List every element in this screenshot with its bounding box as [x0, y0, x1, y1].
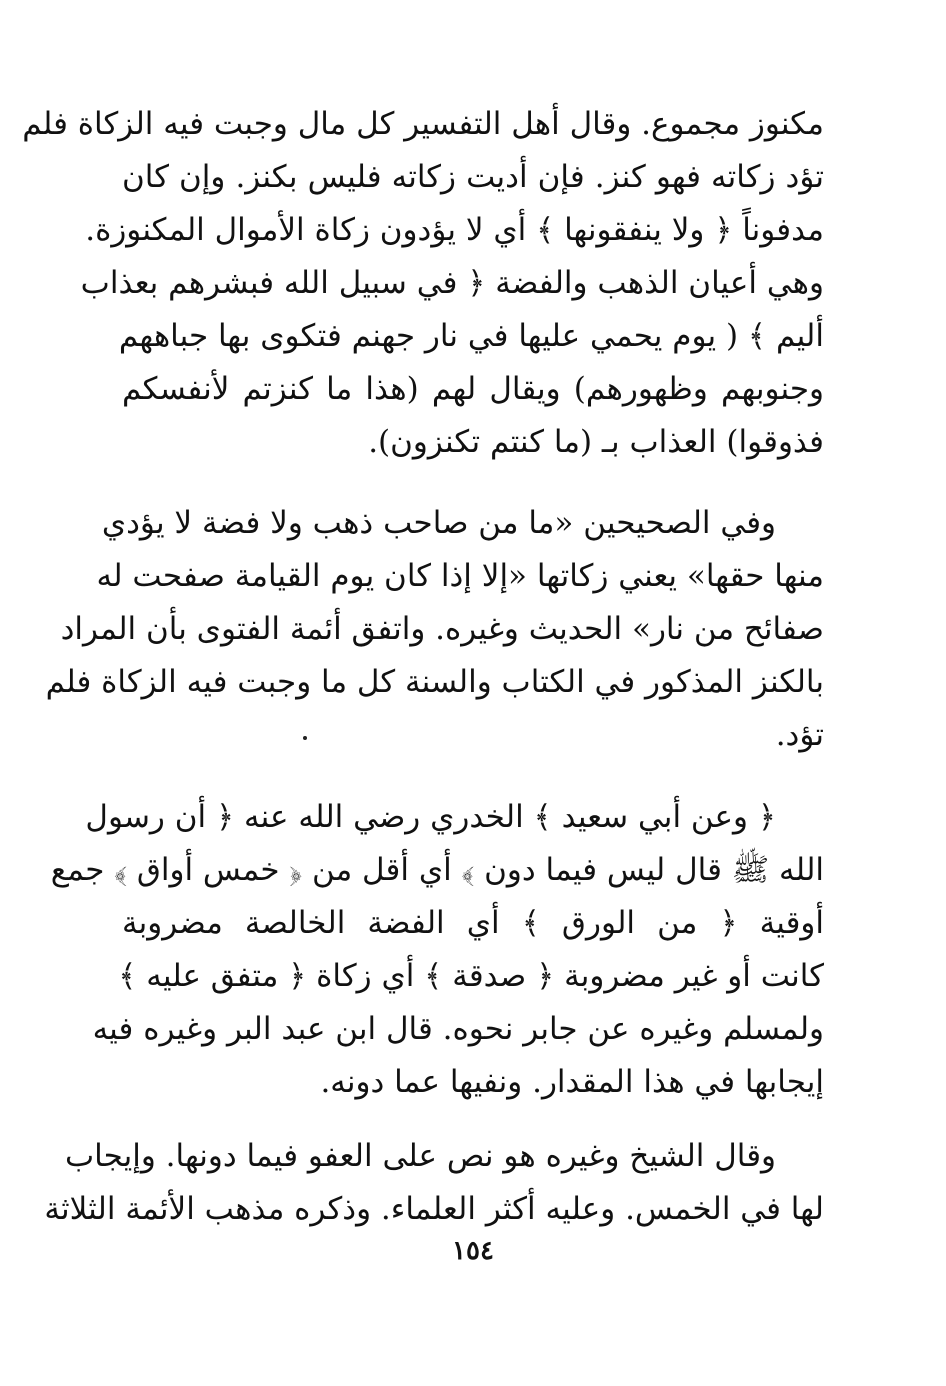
text-line: الله ﷺ قال ليس فيما دون ﴾ أي أقل من ﴿ خمس أواق ﴾ جمع [50, 852, 824, 888]
text-line: منها حقها» يعني زكاتها «إلا إذا كان يوم القيامة صفحت له [96, 558, 824, 594]
text-line: أليم ﴾ ( يوم يحمي عليها في نار جهنم فتكوى بها جباههم [118, 318, 824, 354]
text-line: تؤد. [775, 717, 824, 753]
text-line: مكنوز مجموع. وقال أهل التفسير كل مال وجبت فيه الزكاة فلم [22, 106, 824, 142]
text-line: وقال الشيخ وغيره هو نص على العفو فيما دونها. وإيجاب [64, 1138, 776, 1174]
text-line: أوقية ﴿ من الورق ﴾ أي الفضة الخالصة مضروبة [122, 905, 824, 941]
text-line: ﴿ وعن أبي سعيد ﴾ الخدري رضي الله عنه ﴿ أن رسول [85, 799, 776, 835]
paragraph-sheikh-opinion [44, 1130, 824, 1236]
text-line: وفي الصحيحين «ما من صاحب ذهب ولا فضة لا يؤدي [101, 505, 776, 541]
text-line: لها في الخمس. وعليه أكثر العلماء. وذكره مذهب الأئمة الثلاثة [44, 1191, 824, 1227]
text-line: إيجابها في هذا المقدار. ونفيها عما دونه. [320, 1064, 824, 1100]
text-line: فذوقوا) العذاب بـ (ما كنتم تكنزون). [368, 424, 824, 460]
ink-speck [303, 736, 307, 740]
text-line: وهي أعيان الذهب والفضة ﴿ في سبيل الله فبشرهم بعذاب [80, 265, 824, 301]
text-line: ولمسلم وغيره عن جابر نحوه. قال ابن عبد البر وغيره فيه [92, 1011, 824, 1047]
text-line: كانت أو غير مضروبة ﴿ صدقة ﴾ أي زكاة ﴿ متفق عليه ﴾ [118, 958, 824, 994]
page-number: ١٥٤ [452, 1236, 494, 1266]
text-line: مدفوناً ﴿ ولا ينفقونها ﴾ أي لا يؤدون زكاة الأموال المكنوزة. [85, 212, 824, 248]
paragraph-sahihain [45, 497, 824, 762]
text-line: وجنوبهم وظهورهم) ويقال لهم (هذا ما كنزتم لأنفسكم [122, 371, 824, 407]
paragraph-kanz-definition [22, 98, 824, 469]
text-line: بالكنز المذكور في الكتاب والسنة كل ما وجبت فيه الزكاة فلم [45, 664, 824, 700]
paragraph-abu-said-hadith [50, 791, 824, 1109]
text-line: تؤد زكاته فهو كنز. فإن أديت زكاته فليس بكنز. وإن كان [122, 159, 824, 195]
text-line: صفائح من نار» الحديث وغيره. واتفق أئمة الفتوى بأن المراد [60, 611, 824, 647]
